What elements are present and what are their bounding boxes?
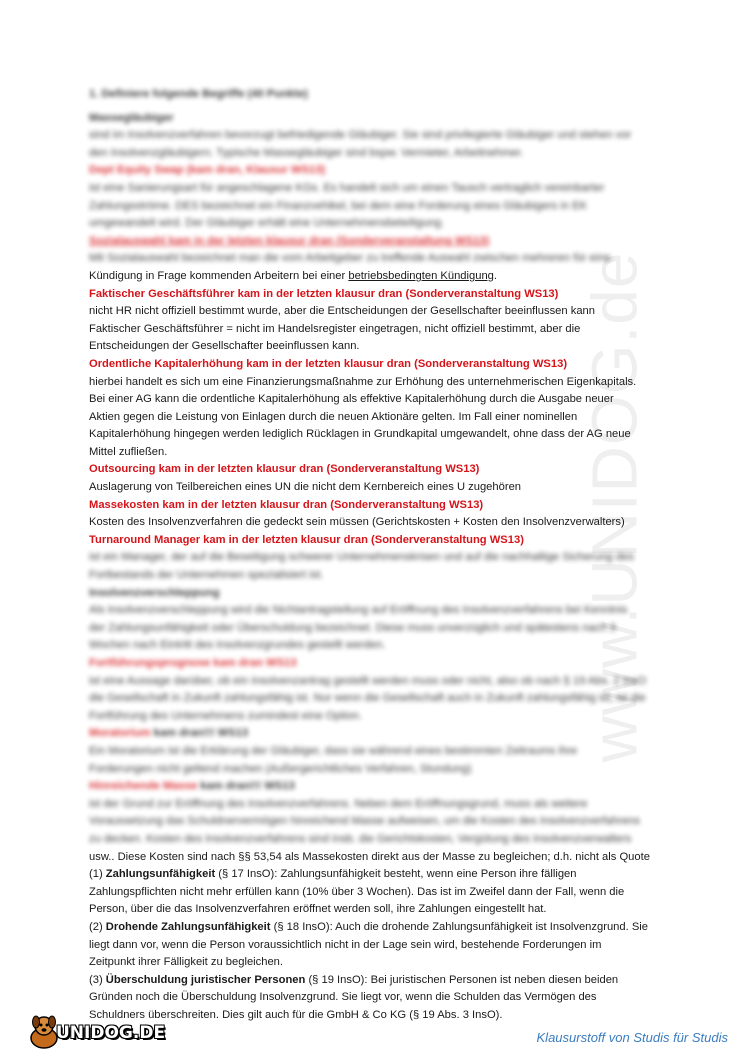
kuendigung-text: Kündigung in Frage kommenden Arbeitern bei einer bbox=[89, 269, 349, 282]
paragraph-line: Ein Moratorium ist die Erklärung der Gläubiger, dass sie während eines bestimmten Zeitraums ihre bbox=[89, 744, 578, 757]
item-number: (2) bbox=[89, 920, 106, 933]
term-heading: Fortführungsprognose kam dran WS13 bbox=[89, 657, 297, 669]
paragraph-line: Wochen nach Eintritt des Insolvenzgrundes gestellt werden. bbox=[89, 639, 386, 652]
blurred-section-top bbox=[89, 86, 669, 268]
insolvenzgrund-1 bbox=[89, 866, 669, 884]
paragraph-line: Entscheidungen der Gesellschafter beeinflussen kann. bbox=[89, 340, 360, 353]
paragraph-line: Schuldners überschreiten. Dies gilt auch für die GmbH & Co KG (§ 19 Abs. 3 InsO). bbox=[89, 1008, 503, 1021]
paragraph-line: Fortbestands der Unternehmen spezialisiert ist. bbox=[89, 569, 324, 582]
term-heading: Faktischer Geschäftsführer kam in der letzten klausur dran (Sonderveranstaltung WS13) bbox=[89, 287, 559, 300]
section-title: 1. Definiere folgende Begriffe (40 Punkte) bbox=[89, 88, 308, 100]
paragraph-line: liegt dann vor, wenn die Person voraussichtlich nicht in der Lage sein wird, bestehende Forderungen im bbox=[89, 938, 602, 951]
paragraph-line: Voraussetzung das Schuldnervermögen hinreichend Masse aufweisen, um die Kosten des Insolvenzverfahrens bbox=[89, 815, 640, 828]
term-heading: Dept Equity Swap (kam dran, Klausur WS13) bbox=[89, 164, 326, 177]
term-heading-red: Moratorium bbox=[89, 727, 151, 740]
term-heading: Ordentliche Kapitalerhöhung kam in der letzten klausur dran (Sonderveranstaltung WS13) bbox=[89, 357, 568, 370]
paragraph-line: ist eine Aussage darüber, ob ein Insolvenzantrag gestellt werden muss oder nicht, also ob nach § 19 Abs. 2 InsO bbox=[89, 674, 647, 687]
term-heading bbox=[89, 725, 669, 743]
paragraph-line: Zeitpunkt ihrer Fälligkeit zu begleichen. bbox=[89, 956, 284, 969]
kuendigung-link[interactable]: betriebsbedingten Kündigung bbox=[348, 269, 494, 282]
term-heading-red: Hinreichende Masse bbox=[89, 780, 198, 793]
document-body bbox=[89, 86, 669, 1024]
item-text: (§ 19 InsO): Bei juristischen Personen ist neben diesen beiden bbox=[305, 973, 619, 986]
paragraph-line: ist der Grund zur Eröffnung des Insolvenzverfahrens. Neben dem Eröffnungsgrund, muss als weitere bbox=[89, 797, 588, 810]
paragraph-line: nicht HR nicht offiziell bestimmt wurde, aber die Entscheidungen der Gesellschafter beeinflussen kann bbox=[89, 305, 595, 318]
paragraph-line: Fortführung des Unternehmens zumindest eine Option. bbox=[89, 709, 363, 722]
kuendigung-end: . bbox=[493, 269, 498, 282]
clear-section-bottom bbox=[89, 849, 669, 1025]
paragraph-line: umgewandelt wird. Der Gläubiger erhält eine Unternehmensbeteiligung. bbox=[89, 217, 445, 230]
footer-tagline: Klausurstoff von Studis für Studis bbox=[536, 1030, 728, 1045]
item-text: (§ 17 InsO): Zahlungsunfähigkeit besteht, wenn eine Person ihre fälligen bbox=[215, 868, 577, 881]
paragraph-line: Aktien gegen die Leistung von Einlagen durch die neuen Aktionäre gelten. Im Fall einer nominellen bbox=[89, 410, 578, 423]
paragraph-line: der Zahlungsunfähigkeit oder Überschuldung bezeichnet. Diese muss unverzüglich und spätestens nach 3 bbox=[89, 621, 616, 634]
paragraph-line: Auslagerung von Teilbereichen eines UN die nicht dem Kernbereich eines U zugehören bbox=[89, 481, 522, 494]
logo-text: UNIDOG.DE bbox=[56, 1023, 166, 1043]
item-term: Drohende Zahlungsunfähigkeit bbox=[105, 920, 271, 933]
insolvenzgrund-2 bbox=[89, 919, 669, 937]
paragraph-line: Mittel zufließen. bbox=[89, 445, 168, 458]
term-heading-note: kam dran!!! WS13 bbox=[150, 727, 249, 740]
blurred-section-bottom bbox=[89, 549, 669, 848]
item-term: Überschuldung juristischer Personen bbox=[105, 973, 306, 986]
paragraph-line: ist ein Manager, der auf die Beseitigung schwerer Unternehmenskrisen und auf die nachhaltige Sicherung des bbox=[89, 551, 634, 564]
paragraph-line: Kapitalerhöhung hingegen werden lediglich Rücklagen in Grundkapital umgewandelt, ohne dass der AG neue bbox=[89, 428, 631, 441]
paragraph-line: ist eine Sanierungsart für angeschlagene KGs. Es handelt sich um einen Tausch vertraglich vereinbarter bbox=[89, 181, 605, 194]
term-heading: Turnaround Manager kam in der letzten klausur dran (Sonderveranstaltung WS13) bbox=[89, 533, 524, 546]
item-term: Zahlungsunfähigkeit bbox=[105, 868, 216, 881]
paragraph-line: sind im Insolvenzverfahren bevorzugt befriedigende Gläubiger. Sie sind privilegierte Gläubiger und stehen vor bbox=[89, 129, 632, 142]
paragraph-line: Bei einer AG kann die ordentliche Kapitalerhöhung als effektive Kapitalerhöhung durch die Ausgabe neuer bbox=[89, 393, 614, 406]
paragraph-line: Kosten des Insolvenzverfahren die gedeckt sein müssen (Gerichtskosten + Kosten den Insolvenzverwalters) bbox=[89, 516, 625, 529]
paragraph-line: Gründen noch die Überschuldung Insolvenzgrund. Sie liegt vor, wenn die Schulden das Vermögen des bbox=[89, 991, 597, 1004]
paragraph-line: usw.. Diese Kosten sind nach §§ 53,54 als Massekosten direkt aus der Masse zu begleichen; d.h. nicht als Quote bbox=[89, 850, 650, 863]
unidog-logo[interactable] bbox=[24, 1012, 166, 1052]
paragraph-line: die Gesellschaft in Zukunft zahlungsfähig ist. Nur wenn die Gesellschaft auch in Zukunft zahlungsfähig ist, ist die bbox=[89, 692, 646, 705]
paragraph-line: hierbei handelt es sich um eine Finanzierungsmaßnahme zur Erhöhung des unternehmerischen Eigenkapitals. bbox=[89, 375, 637, 388]
term-heading: Massegläubiger bbox=[89, 111, 174, 124]
term-heading: Outsourcing kam in der letzten klausur dran (Sonderveranstaltung WS13) bbox=[89, 463, 480, 476]
term-heading: Massekosten kam in der letzten klausur dran (Sonderveranstaltung WS13) bbox=[89, 498, 484, 511]
paragraph-line: Person, über die das Insolvenzverfahren eröffnet werden soll, ihre Zahlungen eingestellt hat. bbox=[89, 903, 547, 916]
paragraph-line: Als Insolvenzverschleppung wird die Nichtantragstellung auf Eröffnung des Insolvenzverfahrens bei Kenntnis bbox=[89, 604, 628, 617]
insolvenzgrund-3 bbox=[89, 972, 669, 990]
item-number: (3) bbox=[89, 973, 106, 986]
paragraph-line: Zahlungsströme. DES bezeichnet ein Finanzvehikel, bei dem eine Forderung eines Gläubigers in EK bbox=[89, 199, 588, 212]
paragraph-line: zu decken. Kosten des Insolvenzverfahrens sind insb. die Gerichtskosten, Vergütung des Insolvenzverwalters bbox=[89, 832, 632, 845]
term-heading: Insolvenzverschleppung bbox=[89, 586, 220, 599]
term-heading bbox=[89, 778, 669, 796]
paragraph-line: Zahlungspflichten nicht mehr erfüllen kann (10% über 3 Wochen). Das ist im Zweifel dann der Fall, wenn die bbox=[89, 885, 625, 898]
paragraph-line: den Insolvenzgläubigern. Typische Massegläubiger sind bspw. Vermieter, Arbeitnehmer. bbox=[89, 146, 524, 159]
paragraph-line bbox=[89, 268, 669, 286]
clear-section-middle bbox=[89, 268, 669, 550]
item-number: (1) bbox=[89, 868, 106, 881]
watermark: www.UNIDOG.de bbox=[578, 251, 651, 763]
paragraph-line: Mit Sozialauswahl bezeichnet man die vom Arbeitgeber zu treffende Auswahl zwischen mehreren für eine bbox=[89, 252, 611, 265]
paragraph-line: Faktischer Geschäftsführer = nicht im Handelsregister eingetragen, nicht offiziell bestimmt, aber die bbox=[89, 322, 581, 335]
term-heading-note: kam dran!!! WS13 bbox=[197, 780, 295, 793]
item-text: (§ 18 InsO): Auch die drohende Zahlungsunfähigkeit ist Insolvenzgrund. Sie bbox=[270, 920, 649, 933]
paragraph-line: Forderungen nicht geltend machen (Außergerichtliches Verfahren, Stundung) bbox=[89, 762, 472, 775]
term-heading: Sozialauswahl kam in der letzten klausur dran (Sonderveranstaltung WS13) bbox=[89, 234, 490, 247]
